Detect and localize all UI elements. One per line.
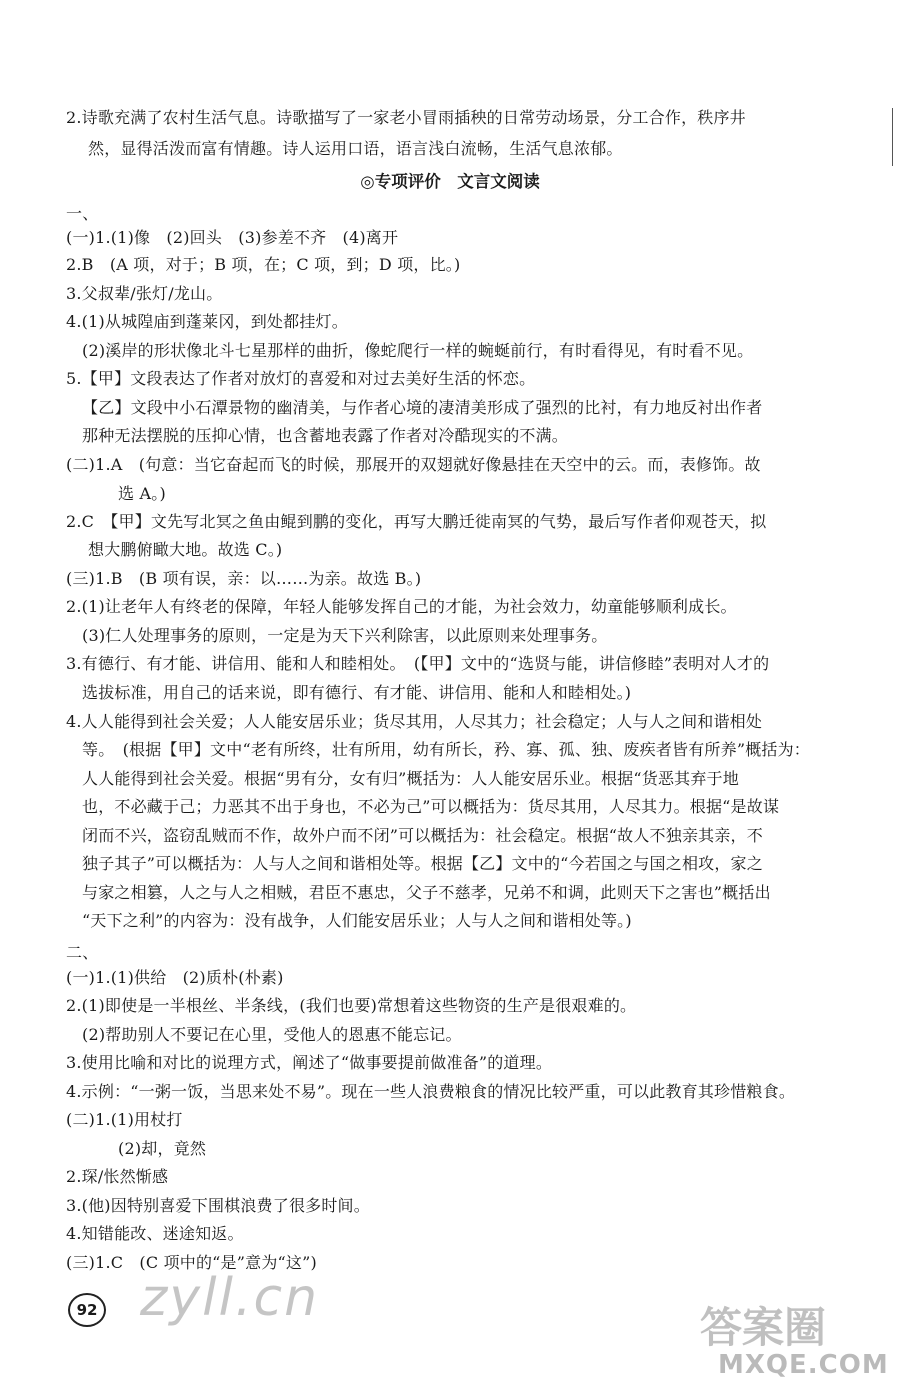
text-line: 2.诗歌充满了农村生活气息。诗歌描写了一家老小冒雨插秧的日常劳动场景，分工合作，秩序井 (66, 108, 746, 127)
text-line: (三)1.B (B 项有误，亲：以……为亲。故选 B。) (66, 569, 422, 588)
text-line: 3.使用比喻和对比的说理方式，阐述了“做事要提前做准备”的道理。 (66, 1053, 553, 1072)
text-line: 人人能得到社会关爱。根据“男有分，女有归”概括为：人人能安居乐业。根据“货恶其弃于地 (82, 769, 739, 788)
watermark-zyl: zyll.cn (140, 1268, 320, 1328)
text-line: 4.示例：“一粥一饭，当思来处不易”。现在一些人浪费粮食的情况比较严重，可以此教育其珍惜粮食。 (66, 1082, 796, 1101)
text-line: 选 A。) (118, 484, 166, 503)
text-line: 那种无法摆脱的压抑心情，也含蓄地表露了作者对冷酷现实的不满。 (82, 426, 569, 445)
text-line: (3)仁人处理事务的原则，一定是为天下兴利除害，以此原则来处理事务。 (82, 626, 608, 645)
text-line: 与家之相篡，人之与人之相贼，君臣不惠忠，父子不慈孝，兄弟不和调，此则天下之害也”概括出 (82, 883, 771, 902)
text-line: 2.琛/怅然惭感 (66, 1167, 169, 1186)
text-line: (二)1.(1)用杖打 (66, 1110, 183, 1129)
text-line: 2.(1)即使是一半根丝、半条线，(我们也要)常想着这些物资的生产是很艰难的。 (66, 996, 637, 1015)
watermark-logo: 答案圈 (700, 1303, 827, 1352)
text-line: 也，不必藏于己；力恶其不出于身也，不必为己”可以概括为：货尽其用，人尽其力。根据“是故谋 (82, 797, 780, 816)
text-line: 2.B (A 项，对于；B 项，在；C 项，到；D 项，比。) (66, 255, 461, 274)
section-title: ◎专项评价 文言文阅读 (360, 172, 540, 191)
text-line: 5.【甲】文段表达了作者对放灯的喜爱和对过去美好生活的怀恋。 (66, 369, 536, 388)
text-line: 等。 (根据【甲】文中“老有所终，壮有所用，幼有所长，矜、寡、孤、独、废疾者皆有所养”概括为： (82, 740, 811, 759)
text-line: 2.(1)让老年人有终老的保障，年轻人能够发挥自己的才能，为社会效力，幼童能够顺利成长。 (66, 597, 737, 616)
text-line: (2)帮助别人不要记在心里，受他人的恩惠不能忘记。 (82, 1025, 462, 1044)
text-line: 选拔标准，用自己的话来说，即有德行、有才能、讲信用、能和人和睦相处。) (82, 683, 632, 702)
text-line: 4.(1)从城隍庙到蓬莱冈，到处都挂灯。 (66, 312, 348, 331)
section-heading: 二、 (66, 943, 99, 962)
text-line: (2)溪岸的形状像北斗七星那样的曲折，像蛇爬行一样的蜿蜒前行，有时看得见，有时看不见。 (82, 341, 754, 360)
section-heading: 一、 (66, 204, 99, 223)
text-line: 3.(他)因特别喜爱下围棋浪费了很多时间。 (66, 1196, 370, 1215)
text-line: “天下之利”的内容为：没有战争，人们能安居乐业；人与人之间和谐相处等。) (82, 911, 632, 930)
text-line: (2)却，竟然 (118, 1139, 207, 1158)
text-line: 然，显得活泼而富有情趣。诗人运用口语，语言浅白流畅，生活气息浓郁。 (88, 139, 623, 158)
text-line: (一)1.(1)供给 (2)质朴(朴素) (66, 968, 284, 987)
text-line: (一)1.(1)像 (2)回头 (3)参差不齐 (4)离开 (66, 228, 399, 247)
text-line: 想大鹏俯瞰大地。故选 C。) (88, 540, 283, 559)
margin-line (892, 108, 893, 166)
text-line: 【乙】文段中小石潭景物的幽清美，与作者心境的凄清美形成了强烈的比衬，有力地反衬出作者 (82, 398, 763, 417)
page-number: 92 (68, 1293, 106, 1327)
text-line: 3.有德行、有才能、讲信用、能和人和睦相处。 (【甲】文中的“选贤与能，讲信修睦”表明对人才的 (66, 654, 770, 673)
text-line: (二)1.A (句意：当它奋起而飞的时候，那展开的双翅就好像悬挂在天空中的云。而，表修饰。故 (66, 455, 761, 474)
text-line: 独子其子”可以概括为：人与人之间和谐相处等。根据【乙】文中的“今若国之与国之相攻，家之 (82, 854, 763, 873)
text-line: (三)1.C (C 项中的“是”意为“这”) (66, 1253, 317, 1272)
text-line: 4.知错能改、迷途知返。 (66, 1224, 244, 1243)
text-line: 3.父叔辈/张灯/龙山。 (66, 284, 223, 303)
text-line: 2.C 【甲】文先写北冥之鱼由鲲到鹏的变化，再写大鹏迁徙南冥的气势，最后写作者仰观苍天，拟 (66, 512, 767, 531)
text-line: 闭而不兴，盗窃乱贼而不作，故外户而不闭”可以概括为：社会稳定。根据“故人不独亲其亲，不 (82, 826, 763, 845)
text-line: 4.人人能得到社会关爱；人人能安居乐业；货尽其用，人尽其力；社会稳定；人与人之间和谐相处 (66, 712, 763, 731)
watermark-url: MXQE.COM (718, 1350, 889, 1380)
